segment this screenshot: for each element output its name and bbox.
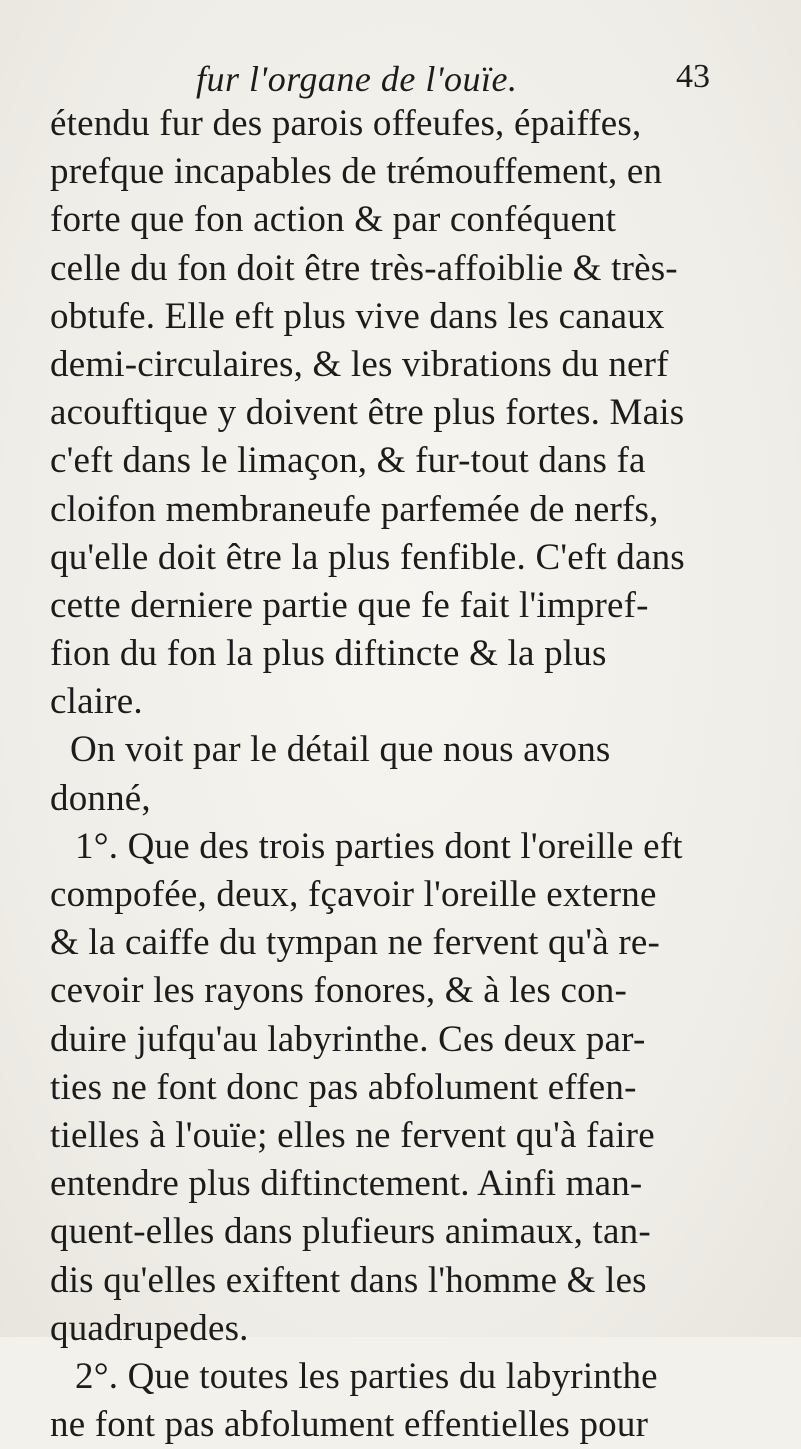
text-line: demi-circulaires, & les vibrations du nerf	[50, 343, 669, 385]
text-line: acouftique y doivent être plus fortes. Mais	[50, 392, 685, 434]
text-line: donné,	[50, 777, 151, 819]
text-line: On voit par le détail que nous avons	[70, 729, 611, 771]
text-line: forte que fon action & par conféquent	[50, 199, 617, 241]
text-line: quadrupedes.	[50, 1307, 249, 1349]
text-line: prefque incapables de trémouffement, en	[50, 151, 663, 193]
text-line: & la caiffe du tympan ne fervent qu'à re-	[50, 922, 661, 964]
text-line: dis qu'elles exiftent dans l'homme & les	[50, 1259, 647, 1301]
text-line: duire jufqu'au labyrinthe. Ces deux par-	[50, 1018, 646, 1060]
text-line: 1°. Que des trois parties dont l'oreille eft	[75, 825, 683, 867]
text-line: cevoir les rayons fonores, & à les con-	[50, 970, 628, 1012]
text-line: quent-elles dans plufieurs animaux, tan-	[50, 1211, 651, 1253]
text-line: c'eft dans le limaçon, & fur-tout dans fa	[50, 440, 646, 482]
running-title: fur l'organe de l'ouïe.	[196, 59, 518, 99]
text-line: ne font pas abfolument effentielles pour	[50, 1404, 649, 1446]
text-line: 2°. Que toutes les parties du labyrinthe	[75, 1355, 658, 1397]
text-line: claire.	[50, 681, 143, 723]
text-line: cloifon membraneufe parfemée de nerfs,	[50, 488, 659, 530]
text-line: celle du fon doit être très-affoiblie & très-	[50, 247, 678, 289]
text-line: ties ne font donc pas abfolument effen-	[50, 1066, 637, 1108]
running-head	[0, 50, 801, 99]
text-line: qu'elle doit être la plus fenfible. C'eft dans	[50, 536, 685, 578]
text-line: compofée, deux, fçavoir l'oreille externe	[50, 874, 657, 915]
page-number: 43	[676, 58, 710, 95]
text-line: tielles à l'ouïe; elles ne fervent qu'à faire	[50, 1114, 655, 1156]
text-line: entendre plus diftinctement. Ainfi man-	[50, 1163, 643, 1205]
body-text	[50, 100, 790, 1449]
text-line: étendu fur des parois offeufes, épaiffes,	[50, 103, 642, 144]
text-line: obtufe. Elle eft plus vive dans les canaux	[50, 295, 665, 337]
text-line: cette derniere partie que fe fait l'impref-	[50, 584, 649, 626]
text-line: fion du fon la plus diftincte & la plus	[50, 633, 607, 675]
